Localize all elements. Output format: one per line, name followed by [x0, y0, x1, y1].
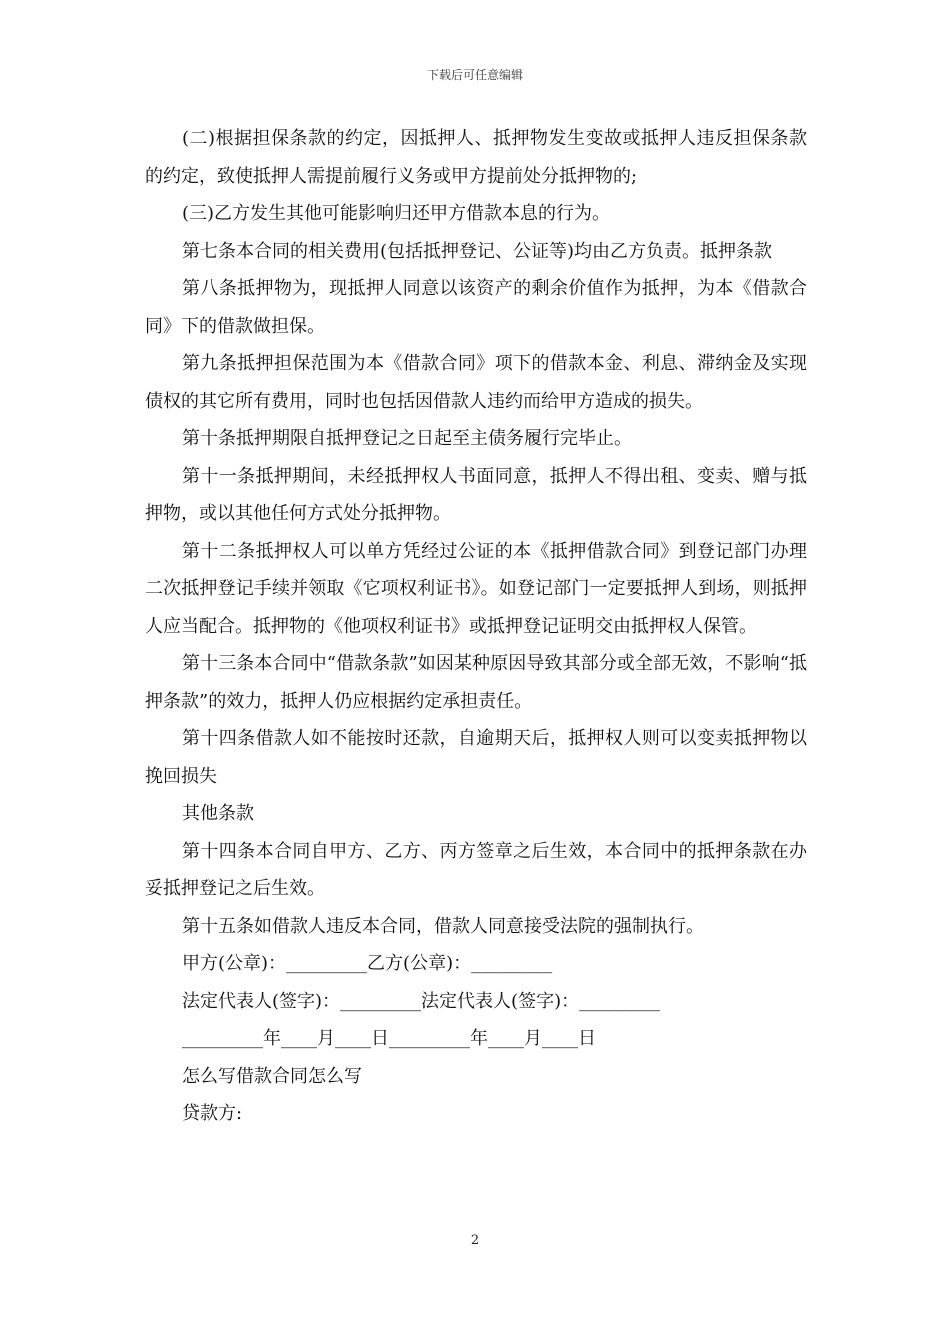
paragraph: 第十四条本合同自甲方、乙方、丙方签章之后生效，本合同中的抵押条款在办妥抵押登记之后生效。 — [145, 840, 807, 899]
paragraph: 贷款方: — [182, 1103, 243, 1124]
paragraph: 第十二条抵押权人可以单方凭经过公证的本《抵押借款合同》到登记部门办理二次抵押登记手续并领取《它项权利证书》。如登记部门一定要抵押人到场，则抵押人应当配合。抵押物的《他项权利证书》或抵押登记证明交由抵押权人保管。 — [145, 540, 807, 637]
paragraph: 第十五条如借款人违反本合同，借款人同意接受法院的强制执行。 — [182, 915, 704, 937]
section-heading: 其他条款 — [182, 803, 254, 824]
paragraph: 第七条本合同的相关费用(包括抵押登记、公证等)均由乙方负责。抵押条款 — [182, 240, 773, 262]
paragraph: 第十三条本合同中“借款条款”如因某种原因导致其部分或全部无效，不影响“抵押条款”的效力，抵押人仍应根据约定承担责任。 — [145, 653, 807, 712]
paragraph: (三)乙方发生其他可能影响归还甲方借款本息的行为。 — [182, 203, 611, 224]
paragraph: 第十四条借款人如不能按时还款，自逾期天后，抵押权人则可以变卖抵押物以挽回损失 — [145, 728, 807, 787]
page-number: 2 — [470, 1233, 480, 1248]
paragraph: 第八条抵押物为，现抵押人同意以该资产的剩余价值作为抵押，为本《借款合同》下的借款做担保。 — [145, 278, 807, 337]
signature-line-seal: 甲方(公章)：_________乙方(公章)：_________ — [182, 953, 553, 974]
document-body — [145, 120, 807, 1133]
paragraph: (二)根据担保条款的约定，因抵押人、抵押物发生变故或抵押人违反担保条款的约定，致使抵押人需提前履行义务或甲方提前处分抵押物的; — [145, 128, 807, 187]
paragraph: 第九条抵押担保范围为本《借款合同》项下的借款本金、利息、滞纳金及实现债权的其它所有费用，同时也包括因借款人违约而给甲方造成的损失。 — [145, 353, 807, 412]
page-header: 下载后可任意编辑 — [426, 68, 523, 82]
paragraph: 第十条抵押期限自抵押登记之日起至主债务履行完毕止。 — [182, 428, 632, 449]
paragraph: 第十一条抵押期间，未经抵押权人书面同意，抵押人不得出租、变卖、赠与抵押物，或以其他任何方式处分抵押物。 — [145, 465, 807, 524]
section-heading: 怎么写借款合同怎么写 — [182, 1065, 362, 1087]
signature-line-representative: 法定代表人(签字)：_________法定代表人(签字)：_________ — [182, 990, 661, 1012]
signature-line-date: _________年____月____日_________年____月____日 — [182, 1028, 596, 1049]
